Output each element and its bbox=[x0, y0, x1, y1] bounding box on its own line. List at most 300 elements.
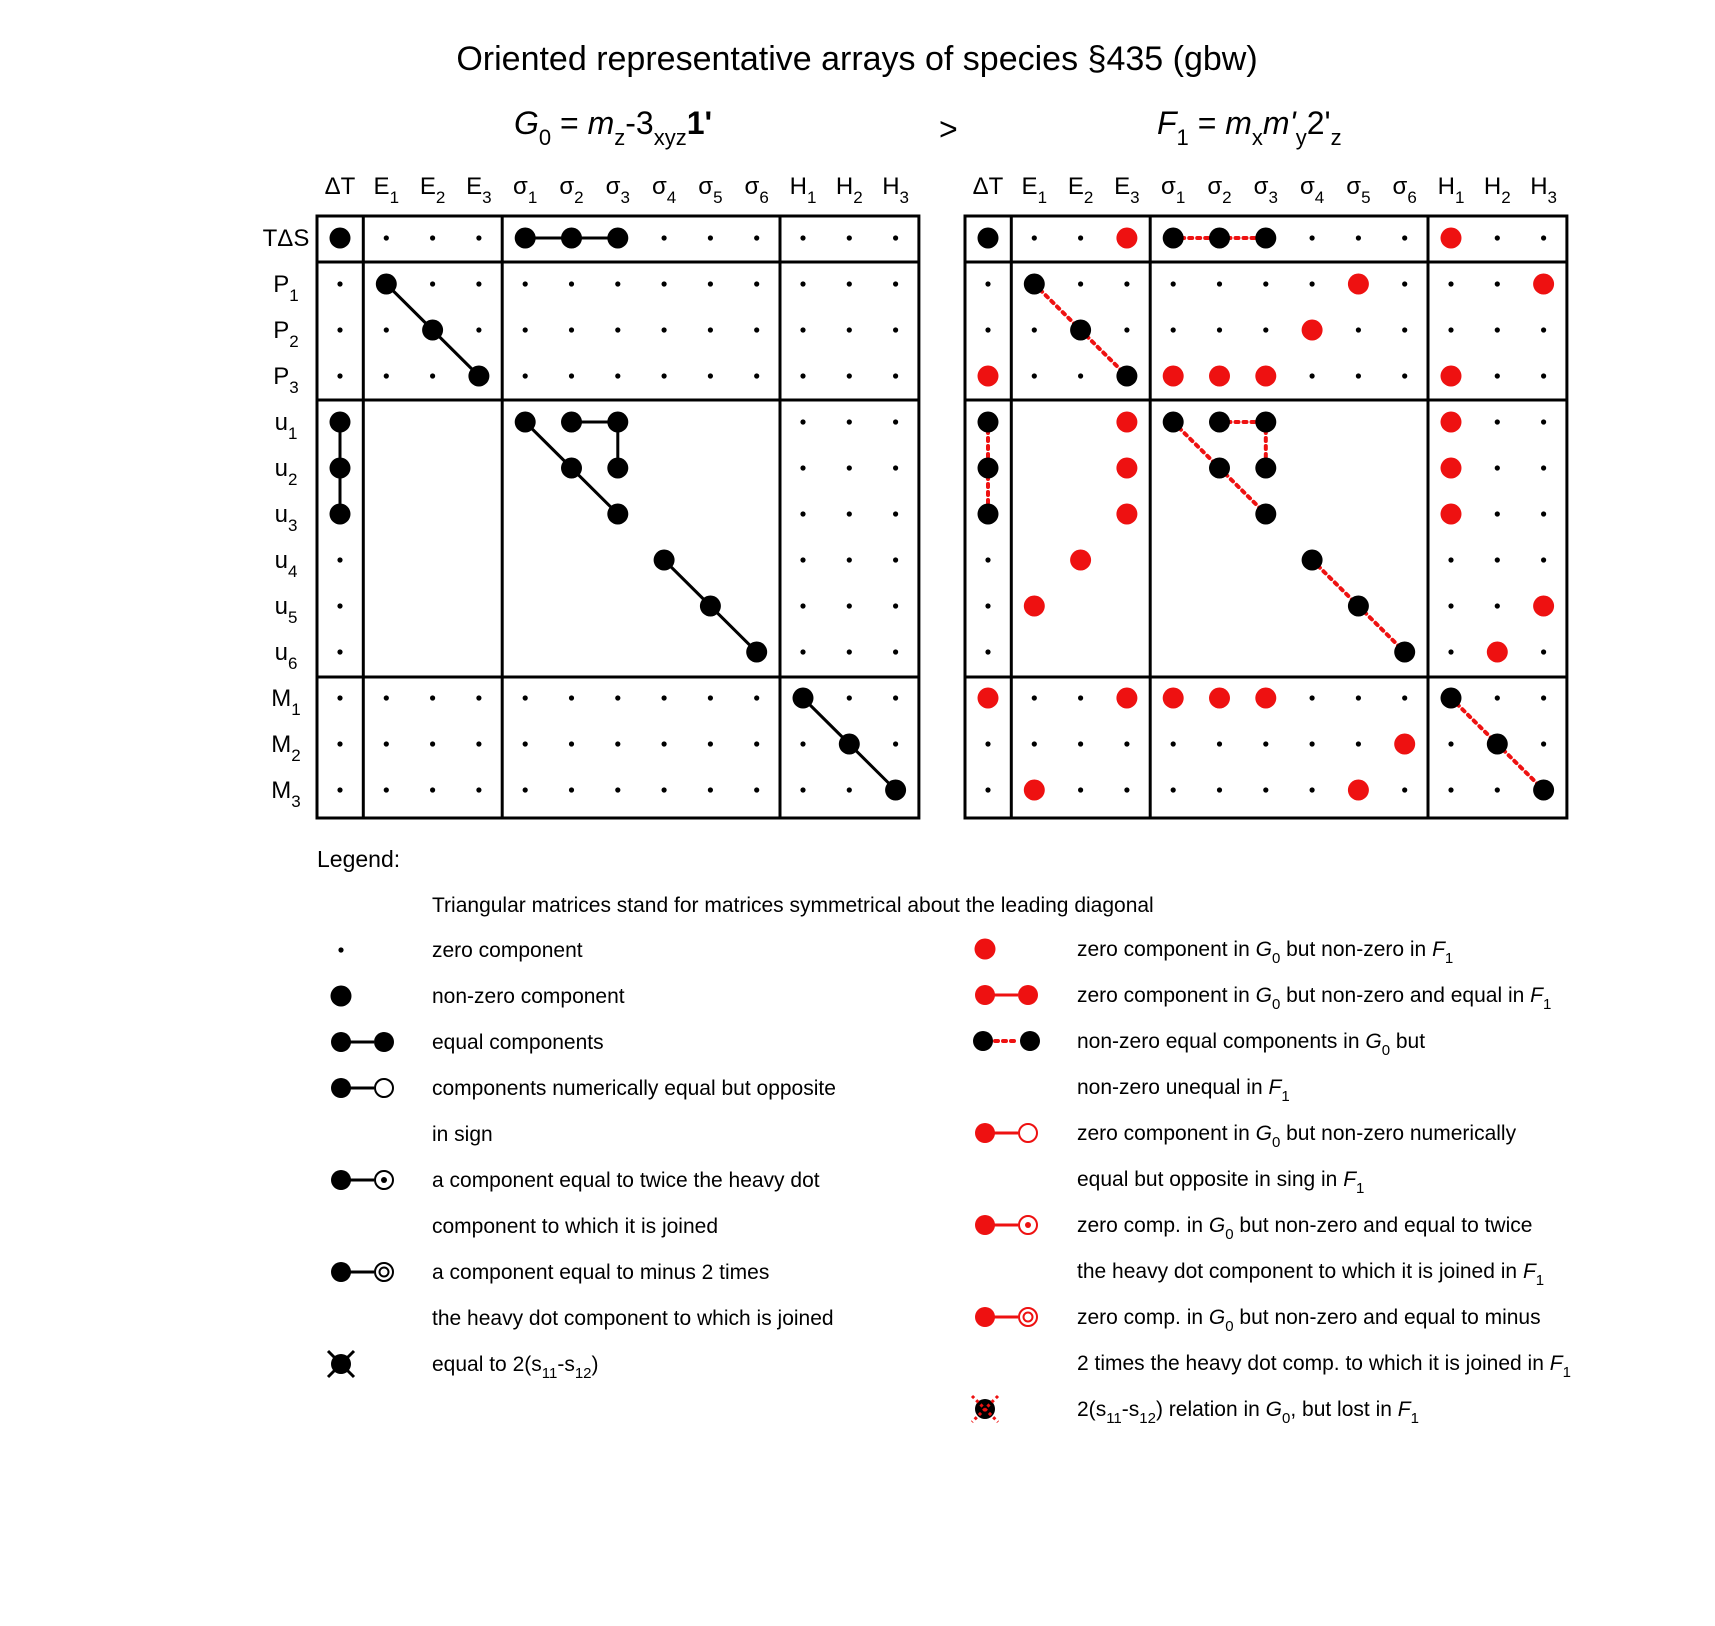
g0-col-header: ΔT bbox=[324, 173, 356, 200]
g0-zero-dot bbox=[384, 327, 389, 332]
f1-nonzero-dot bbox=[978, 228, 999, 249]
f1-zero-dot bbox=[1263, 281, 1268, 286]
legend-symbol-black-dotted-link bbox=[973, 1031, 993, 1051]
g0-zero-dot bbox=[847, 419, 852, 424]
f1-zero-dot bbox=[1541, 235, 1546, 240]
g0-col-header: $\sigma_4$ bbox=[651, 173, 677, 207]
f1-nonzero-dot bbox=[978, 504, 999, 525]
f1-col-header: $\sigma_2$ bbox=[1207, 173, 1232, 207]
legend-item-text: the heavy dot component to which it is joined in $F_1$ bbox=[1077, 1260, 1545, 1289]
f1-zero-dot bbox=[1356, 327, 1361, 332]
g0-zero-dot bbox=[847, 603, 852, 608]
legend-item-text: a component equal to twice the heavy dot bbox=[432, 1169, 820, 1192]
f1-red-dot bbox=[1441, 228, 1462, 249]
g0-zero-dot bbox=[847, 511, 852, 516]
f1-red-dot bbox=[1441, 412, 1462, 433]
g0-zero-dot bbox=[337, 787, 342, 792]
f1-zero-dot bbox=[985, 649, 990, 654]
f1-col-header: $E_1$ bbox=[1021, 173, 1048, 207]
row-label: $u_5$ bbox=[274, 593, 298, 627]
f1-red-dot bbox=[1209, 688, 1230, 709]
f1-zero-dot bbox=[1402, 281, 1407, 286]
legend-symbol-red-link-opposite bbox=[975, 1123, 995, 1143]
f1-zero-dot bbox=[1495, 787, 1500, 792]
g0-col-header: $H_2$ bbox=[835, 173, 863, 207]
f1-zero-dot bbox=[985, 281, 990, 286]
g0-zero-dot bbox=[800, 649, 805, 654]
f1-nonzero-dot bbox=[1209, 228, 1230, 249]
g0-zero-dot bbox=[569, 787, 574, 792]
legend-item-text: zero component bbox=[432, 939, 583, 962]
f1-zero-dot bbox=[1171, 281, 1176, 286]
g0-nonzero-dot bbox=[885, 780, 906, 801]
f1-red-dot bbox=[978, 366, 999, 387]
g0-zero-dot bbox=[800, 741, 805, 746]
f1-nonzero-dot bbox=[1348, 596, 1369, 617]
f1-zero-dot bbox=[1217, 281, 1222, 286]
g0-zero-dot bbox=[754, 327, 759, 332]
f1-zero-dot bbox=[1032, 741, 1037, 746]
f1-zero-dot bbox=[985, 327, 990, 332]
f1-zero-dot bbox=[1217, 741, 1222, 746]
f1-col-header: $H_1$ bbox=[1437, 173, 1465, 207]
g0-nonzero-dot bbox=[468, 366, 489, 387]
g0-nonzero-dot bbox=[515, 412, 536, 433]
g0-zero-dot bbox=[569, 695, 574, 700]
f1-zero-dot bbox=[1541, 419, 1546, 424]
f1-zero-dot bbox=[1448, 327, 1453, 332]
g0-nonzero-dot bbox=[515, 228, 536, 249]
g0-zero-dot bbox=[430, 281, 435, 286]
g0-zero-dot bbox=[615, 695, 620, 700]
f1-nonzero-dot bbox=[1209, 458, 1230, 479]
legend-symbol-red-link-equal bbox=[1018, 985, 1038, 1005]
g0-zero-dot bbox=[893, 281, 898, 286]
f1-zero-dot bbox=[1078, 281, 1083, 286]
f1-red-dot bbox=[1441, 504, 1462, 525]
f1-zero-dot bbox=[985, 603, 990, 608]
g0-zero-dot bbox=[754, 235, 759, 240]
legend-symbol-link-twice-center bbox=[381, 1177, 387, 1183]
f1-zero-dot bbox=[1541, 465, 1546, 470]
g0-nonzero-dot bbox=[330, 504, 351, 525]
g0-zero-dot bbox=[476, 235, 481, 240]
g0-zero-dot bbox=[893, 649, 898, 654]
f1-nonzero-dot bbox=[1116, 366, 1137, 387]
f1-zero-dot bbox=[1078, 741, 1083, 746]
f1-zero-dot bbox=[1171, 741, 1176, 746]
f1-zero-dot bbox=[1495, 603, 1500, 608]
f1-zero-dot bbox=[1495, 465, 1500, 470]
f1-col-header: $H_3$ bbox=[1530, 173, 1558, 207]
g0-zero-dot bbox=[708, 741, 713, 746]
f1-zero-dot bbox=[1495, 373, 1500, 378]
g0-zero-dot bbox=[708, 235, 713, 240]
legend-symbol-link-opposite bbox=[331, 1078, 351, 1098]
f1-red-dot bbox=[1441, 366, 1462, 387]
g0-col-header: $H_3$ bbox=[882, 173, 910, 207]
g0-zero-dot bbox=[430, 741, 435, 746]
g0-zero-dot bbox=[384, 373, 389, 378]
f1-zero-dot bbox=[1541, 373, 1546, 378]
g0-zero-dot bbox=[893, 695, 898, 700]
diagram-title: Oriented representative arrays of species §435 (gbw) bbox=[456, 40, 1258, 78]
g0-zero-dot bbox=[337, 557, 342, 562]
g0-zero-dot bbox=[476, 327, 481, 332]
g0-zero-dot bbox=[662, 235, 667, 240]
g0-zero-dot bbox=[384, 741, 389, 746]
f1-nonzero-dot bbox=[978, 458, 999, 479]
f1-red-dot bbox=[1116, 688, 1137, 709]
legend-item-text: zero component in $G_0$ but non-zero in $F_1$ bbox=[1077, 938, 1454, 967]
legend-heading: Legend: bbox=[317, 846, 401, 872]
f1-zero-dot bbox=[1495, 327, 1500, 332]
g0-zero-dot bbox=[893, 373, 898, 378]
legend-symbol-link-minus-two bbox=[331, 1262, 351, 1282]
row-label: $u_6$ bbox=[274, 639, 298, 673]
g0-zero-dot bbox=[615, 373, 620, 378]
g0-nonzero-dot bbox=[607, 228, 628, 249]
f1-zero-dot bbox=[1356, 373, 1361, 378]
g0-zero-dot bbox=[847, 235, 852, 240]
f1-zero-dot bbox=[1402, 327, 1407, 332]
g0-zero-dot bbox=[800, 327, 805, 332]
row-label: TΔS bbox=[262, 225, 310, 252]
g0-nonzero-dot bbox=[607, 458, 628, 479]
f1-zero-dot bbox=[1448, 741, 1453, 746]
g0-zero-dot bbox=[476, 787, 481, 792]
row-label: $P_2$ bbox=[273, 317, 299, 351]
g0-nonzero-dot bbox=[376, 274, 397, 295]
f1-zero-dot bbox=[1124, 787, 1129, 792]
f1-nonzero-dot bbox=[978, 412, 999, 433]
f1-zero-dot bbox=[1402, 695, 1407, 700]
g0-nonzero-dot bbox=[746, 642, 767, 663]
g0-zero-dot bbox=[800, 373, 805, 378]
g0-zero-dot bbox=[337, 373, 342, 378]
g0-zero-dot bbox=[847, 327, 852, 332]
g0-zero-dot bbox=[523, 281, 528, 286]
row-label: $u_1$ bbox=[274, 409, 298, 443]
legend-right-column bbox=[972, 938, 1571, 1427]
g0-zero-dot bbox=[800, 235, 805, 240]
legend-item-text: component to which it is joined bbox=[432, 1215, 718, 1238]
f1-zero-dot bbox=[1217, 787, 1222, 792]
matrix-f1 bbox=[965, 173, 1567, 818]
f1-zero-dot bbox=[1495, 695, 1500, 700]
g0-zero-dot bbox=[893, 327, 898, 332]
f1-zero-dot bbox=[1541, 649, 1546, 654]
g0-zero-dot bbox=[337, 695, 342, 700]
f1-red-dot bbox=[1116, 504, 1137, 525]
f1-col-header: $\sigma_6$ bbox=[1392, 173, 1417, 207]
g0-zero-dot bbox=[754, 281, 759, 286]
g0-zero-dot bbox=[754, 787, 759, 792]
f1-red-dot bbox=[1024, 596, 1045, 617]
g0-zero-dot bbox=[800, 281, 805, 286]
f1-nonzero-dot bbox=[1533, 780, 1554, 801]
f1-col-header: $E_2$ bbox=[1067, 173, 1094, 207]
f1-red-dot bbox=[1024, 780, 1045, 801]
legend-symbol-link-opposite bbox=[375, 1079, 393, 1097]
g0-zero-dot bbox=[476, 741, 481, 746]
f1-zero-dot bbox=[1124, 741, 1129, 746]
row-label: $u_2$ bbox=[274, 455, 298, 489]
f1-zero-dot bbox=[1495, 281, 1500, 286]
g0-zero-dot bbox=[662, 281, 667, 286]
g0-zero-dot bbox=[662, 373, 667, 378]
g0-nonzero-dot bbox=[330, 228, 351, 249]
f1-zero-dot bbox=[1448, 649, 1453, 654]
f1-zero-dot bbox=[985, 787, 990, 792]
g0-nonzero-dot bbox=[561, 458, 582, 479]
f1-red-dot bbox=[1255, 366, 1276, 387]
f1-zero-dot bbox=[1263, 787, 1268, 792]
g0-zero-dot bbox=[800, 787, 805, 792]
legend-symbol-small-dot bbox=[338, 947, 343, 952]
g0-zero-dot bbox=[800, 557, 805, 562]
g0-zero-dot bbox=[523, 787, 528, 792]
g0-nonzero-dot bbox=[607, 504, 628, 525]
legend-symbol-red-link-minus-two bbox=[975, 1307, 995, 1327]
g0-zero-dot bbox=[337, 649, 342, 654]
f1-nonzero-dot bbox=[1487, 734, 1508, 755]
row-label: $P_1$ bbox=[273, 271, 299, 305]
row-label: $M_3$ bbox=[271, 777, 301, 811]
g0-zero-dot bbox=[893, 741, 898, 746]
g0-zero-dot bbox=[615, 741, 620, 746]
row-label: $M_2$ bbox=[271, 731, 301, 765]
f1-zero-dot bbox=[1032, 373, 1037, 378]
f1-col-header: $\sigma_5$ bbox=[1346, 173, 1371, 207]
f1-zero-dot bbox=[1263, 327, 1268, 332]
f1-zero-dot bbox=[1402, 787, 1407, 792]
f1-red-dot bbox=[1116, 228, 1137, 249]
f1-nonzero-dot bbox=[1255, 228, 1276, 249]
f1-red-dot bbox=[1255, 688, 1276, 709]
g0-zero-dot bbox=[384, 787, 389, 792]
f1-red-dot bbox=[1116, 412, 1137, 433]
legend-left-column bbox=[328, 939, 836, 1382]
f1-red-dot bbox=[1533, 274, 1554, 295]
g0-zero-dot bbox=[754, 695, 759, 700]
g0-col-header: $\sigma_2$ bbox=[559, 173, 584, 207]
g0-col-header: $E_2$ bbox=[419, 173, 446, 207]
g0-zero-dot bbox=[893, 235, 898, 240]
f1-red-dot bbox=[1163, 688, 1184, 709]
g0-nonzero-dot bbox=[330, 412, 351, 433]
f1-col-header: $E_3$ bbox=[1114, 173, 1140, 207]
f1-red-dot bbox=[1302, 320, 1323, 341]
f1-zero-dot bbox=[1310, 281, 1315, 286]
f1-col-header: $\sigma_1$ bbox=[1161, 173, 1186, 207]
g0-nonzero-dot bbox=[561, 228, 582, 249]
legend-symbol-black-dotted-link bbox=[1020, 1031, 1040, 1051]
row-label: $M_1$ bbox=[271, 685, 301, 719]
f1-red-dot bbox=[1116, 458, 1137, 479]
legend-item-text: $2(s_{11}-s_{12})$ relation in $G_0$, but lost in $F_1$ bbox=[1077, 1398, 1419, 1427]
legend-symbol-link-equal bbox=[374, 1032, 394, 1052]
g0-zero-dot bbox=[523, 741, 528, 746]
g0-zero-dot bbox=[337, 603, 342, 608]
f1-zero-dot bbox=[985, 741, 990, 746]
f1-red-dot bbox=[1441, 458, 1462, 479]
legend-item-text: equal components bbox=[432, 1031, 604, 1054]
f1-zero-dot bbox=[1402, 235, 1407, 240]
row-labels bbox=[263, 225, 310, 811]
f1-zero-dot bbox=[1356, 235, 1361, 240]
group-g0-label: $G_0 = m_z-3_{xyz}1'$ bbox=[514, 105, 713, 150]
f1-zero-dot bbox=[1310, 373, 1315, 378]
f1-zero-dot bbox=[1541, 741, 1546, 746]
f1-red-dot bbox=[978, 688, 999, 709]
g0-zero-dot bbox=[662, 327, 667, 332]
f1-nonzero-dot bbox=[1024, 274, 1045, 295]
f1-zero-dot bbox=[1078, 373, 1083, 378]
legend-item-text: components numerically equal but opposite bbox=[432, 1077, 836, 1100]
f1-zero-dot bbox=[1402, 373, 1407, 378]
legend-item-text: equal but opposite in sing in $F_1$ bbox=[1077, 1168, 1365, 1197]
legend-symbol-red-link-equal bbox=[975, 985, 995, 1005]
group-f1-label: $F_1 = m_xm'_y2'_z$ bbox=[1157, 105, 1342, 150]
g0-zero-dot bbox=[754, 741, 759, 746]
matrix-g0 bbox=[317, 173, 919, 818]
f1-red-dot bbox=[1348, 780, 1369, 801]
g0-col-header: $H_1$ bbox=[789, 173, 817, 207]
f1-zero-dot bbox=[1217, 327, 1222, 332]
f1-zero-dot bbox=[1495, 511, 1500, 516]
g0-zero-dot bbox=[615, 787, 620, 792]
f1-zero-dot bbox=[1032, 695, 1037, 700]
legend-item-text: non-zero component bbox=[432, 985, 625, 1008]
relation-symbol: > bbox=[939, 111, 958, 147]
legend-item-text: the heavy dot component to which is joined bbox=[432, 1307, 834, 1330]
row-label: $u_4$ bbox=[274, 547, 298, 581]
f1-zero-dot bbox=[1078, 235, 1083, 240]
g0-zero-dot bbox=[337, 327, 342, 332]
g0-zero-dot bbox=[708, 787, 713, 792]
g0-zero-dot bbox=[800, 511, 805, 516]
f1-zero-dot bbox=[1448, 787, 1453, 792]
f1-red-dot bbox=[1070, 550, 1091, 571]
f1-zero-dot bbox=[1541, 511, 1546, 516]
g0-zero-dot bbox=[754, 373, 759, 378]
g0-zero-dot bbox=[337, 741, 342, 746]
f1-red-dot bbox=[1487, 642, 1508, 663]
legend-item-text: non-zero equal components in $G_0$ but bbox=[1077, 1030, 1426, 1059]
f1-zero-dot bbox=[1171, 327, 1176, 332]
g0-nonzero-dot bbox=[839, 734, 860, 755]
g0-zero-dot bbox=[384, 695, 389, 700]
f1-nonzero-dot bbox=[1255, 458, 1276, 479]
g0-zero-dot bbox=[893, 419, 898, 424]
f1-nonzero-dot bbox=[1163, 228, 1184, 249]
f1-zero-dot bbox=[1495, 419, 1500, 424]
f1-col-header: ΔT bbox=[972, 173, 1004, 200]
f1-zero-dot bbox=[1171, 787, 1176, 792]
g0-zero-dot bbox=[847, 557, 852, 562]
g0-zero-dot bbox=[662, 695, 667, 700]
g0-zero-dot bbox=[476, 695, 481, 700]
f1-red-dot bbox=[1209, 366, 1230, 387]
g0-zero-dot bbox=[430, 695, 435, 700]
f1-zero-dot bbox=[1124, 327, 1129, 332]
legend-item-text: equal to $2(s_{11}-s_{12})$ bbox=[432, 1353, 599, 1382]
g0-zero-dot bbox=[523, 695, 528, 700]
legend-symbol-link-twice bbox=[331, 1170, 351, 1190]
g0-zero-dot bbox=[430, 373, 435, 378]
row-label: $P_3$ bbox=[273, 363, 299, 397]
f1-nonzero-dot bbox=[1255, 504, 1276, 525]
f1-zero-dot bbox=[985, 557, 990, 562]
f1-nonzero-dot bbox=[1394, 642, 1415, 663]
g0-col-header: $\sigma_6$ bbox=[744, 173, 769, 207]
f1-zero-dot bbox=[1541, 695, 1546, 700]
legend-symbol-red-dot bbox=[975, 939, 996, 960]
g0-zero-dot bbox=[800, 419, 805, 424]
g0-col-header: $\sigma_5$ bbox=[698, 173, 723, 207]
legend-symbol-link-minus-two bbox=[375, 1263, 393, 1281]
f1-zero-dot bbox=[1124, 281, 1129, 286]
g0-zero-dot bbox=[615, 281, 620, 286]
g0-zero-dot bbox=[569, 373, 574, 378]
legend-item-text: non-zero unequal in $F_1$ bbox=[1077, 1076, 1290, 1105]
g0-zero-dot bbox=[708, 281, 713, 286]
g0-zero-dot bbox=[384, 235, 389, 240]
row-label: $u_3$ bbox=[274, 501, 298, 535]
g0-zero-dot bbox=[615, 327, 620, 332]
f1-zero-dot bbox=[1541, 327, 1546, 332]
g0-zero-dot bbox=[893, 557, 898, 562]
g0-col-header: $E_3$ bbox=[466, 173, 492, 207]
f1-zero-dot bbox=[1448, 557, 1453, 562]
legend-symbol-link-equal bbox=[331, 1032, 351, 1052]
g0-zero-dot bbox=[847, 649, 852, 654]
g0-nonzero-dot bbox=[700, 596, 721, 617]
g0-zero-dot bbox=[662, 787, 667, 792]
f1-nonzero-dot bbox=[1302, 550, 1323, 571]
f1-zero-dot bbox=[1310, 235, 1315, 240]
g0-zero-dot bbox=[708, 373, 713, 378]
g0-zero-dot bbox=[708, 327, 713, 332]
f1-zero-dot bbox=[1032, 235, 1037, 240]
legend-symbol-red-link-opposite bbox=[1019, 1124, 1037, 1142]
f1-zero-dot bbox=[1078, 695, 1083, 700]
g0-nonzero-dot bbox=[793, 688, 814, 709]
f1-col-header: $\sigma_4$ bbox=[1299, 173, 1325, 207]
legend-item-text: zero component in $G_0$ but non-zero and equal in $F_1$ bbox=[1077, 984, 1552, 1013]
g0-nonzero-dot bbox=[422, 320, 443, 341]
f1-zero-dot bbox=[1263, 741, 1268, 746]
g0-col-header: $\sigma_1$ bbox=[513, 173, 538, 207]
f1-red-dot bbox=[1394, 734, 1415, 755]
legend-symbol-red-link-minus-two bbox=[1019, 1308, 1037, 1326]
f1-nonzero-dot bbox=[1441, 688, 1462, 709]
g0-zero-dot bbox=[847, 281, 852, 286]
g0-zero-dot bbox=[893, 511, 898, 516]
legend-item-text: 2 times the heavy dot comp. to which it is joined in $F_1$ bbox=[1077, 1352, 1571, 1381]
f1-red-dot bbox=[1348, 274, 1369, 295]
g0-zero-dot bbox=[430, 235, 435, 240]
g0-col-header: $\sigma_3$ bbox=[605, 173, 630, 207]
g0-zero-dot bbox=[708, 695, 713, 700]
g0-zero-dot bbox=[847, 465, 852, 470]
g0-zero-dot bbox=[847, 373, 852, 378]
f1-zero-dot bbox=[1310, 695, 1315, 700]
g0-zero-dot bbox=[893, 603, 898, 608]
f1-zero-dot bbox=[1541, 557, 1546, 562]
f1-nonzero-dot bbox=[1163, 412, 1184, 433]
